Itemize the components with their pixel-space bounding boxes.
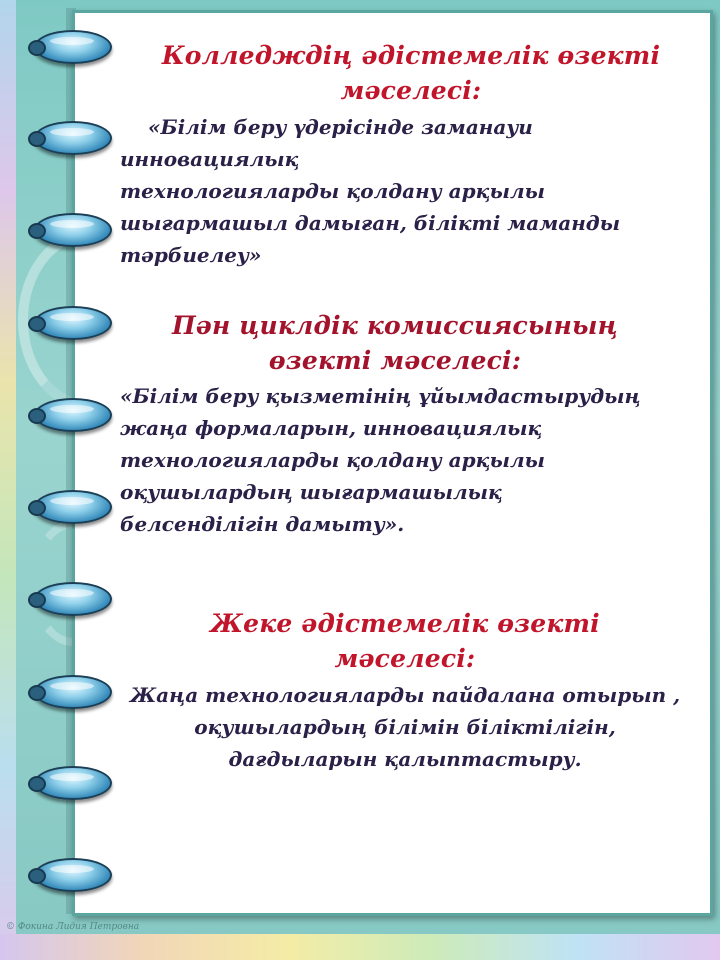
spiral-ring-icon [34,675,112,709]
bottom-rainbow-strip [0,934,720,960]
section-body [120,111,710,271]
section-heading [120,308,670,378]
spiral-ring-icon [34,213,112,247]
body-line: «Білім беру қызметінің ұйымдастырудың [120,384,641,408]
body-line: тәрбиелеу» [120,243,262,267]
heading-line: Колледждің әдістемелік өзекті [161,41,661,70]
section-body [120,380,700,540]
spiral-ring-icon [34,766,112,800]
section-personal-body [120,679,700,775]
section-body [120,679,690,775]
spiral-ring-icon [34,490,112,524]
left-rainbow-strip [0,0,16,960]
section-commission-body [120,380,700,540]
section-personal [120,606,700,676]
spiral-ring-icon [34,30,112,64]
spiral-ring-icon [34,121,112,155]
body-line: оқушылардың білімін біліктілігін, [194,715,616,739]
heading-line: мәселесі: [340,76,482,105]
body-line: белсенділігін дамыту». [120,512,405,536]
body-line: дағдыларын қалыптастыру. [228,747,582,771]
body-line: технологияларды қолдану арқылы [120,179,545,203]
body-line: Жаңа технологияларды пайдалана отырып , [129,683,681,707]
heading-line: өзекті мәселесі: [268,346,522,375]
body-line: «Білім беру үдерісінде заманауи инновациялық [120,115,533,171]
body-line: оқушылардың шығармашылық [120,480,503,504]
section-heading [118,38,704,108]
spiral-ring-icon [34,582,112,616]
section-commission [120,308,700,378]
section-college-body [120,111,710,271]
copyright-text: © Фокина Лидия Петровна [6,922,140,932]
body-line: технологияларды қолдану арқылы [120,448,545,472]
heading-line: мәселесі: [334,644,476,673]
spiral-ring-icon [34,306,112,340]
spiral-ring-icon [34,858,112,892]
heading-line: Пән циклдік комиссиясының [172,311,618,340]
section-heading [120,606,690,676]
body-line: шығармашыл дамыған, білікті маманды [120,211,621,235]
section-college [118,38,704,108]
body-line: жаңа формаларын, инновациялық [120,416,542,440]
heading-line: Жеке әдістемелік өзекті [210,609,600,638]
spiral-ring-icon [34,398,112,432]
